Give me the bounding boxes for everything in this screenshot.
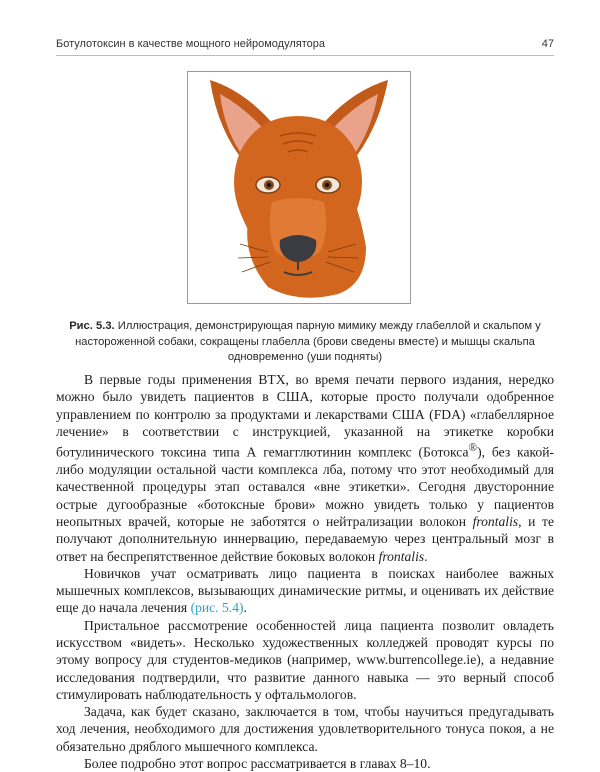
dog-left-pupil-core [267, 183, 271, 187]
body-text [56, 371, 554, 772]
figure-caption [56, 319, 554, 366]
p2-text-b: . [243, 600, 247, 616]
paragraph-1 [56, 371, 554, 565]
p1-text-c: , и те получают дополнительную иннервацию, передаваемую через центральный мозг в ответ на беспрепятственное действие боковых волокон [56, 513, 554, 564]
p1-text-b: ), без какой-либо модуляции остальной части комплекса лба, потому что этот необходимый для качественной процедуры этап оставался «вне этикетки». Сегодня двусторонние острые дугообразные «ботоксные брови» можно увидеть только у пациентов неопытных врачей, которые не заботятся о нейтрализации волокон [56, 444, 554, 529]
p1-text-d: . [424, 548, 428, 564]
page-number: 47 [541, 38, 554, 50]
paragraph-5: Более подробно этот вопрос рассматривается в главах 8–10. [84, 756, 431, 772]
p1-italic-frontalis-1: frontalis [472, 513, 519, 529]
caption-label: Рис. 5.3. [69, 320, 115, 332]
paragraph-3: Пристальное рассмотрение особенностей лица пациента позволит овладеть искусством «видеть». Несколько художественных колледжей проводят курсы по этому вопросу для студентов-медиков (например, www.burrencollege.ie), а недавние исследования подтвердили, что развитие данного навыка — это верный способ стимулировать наблюдательность у офтальмологов. [56, 617, 554, 702]
figure-reference-link[interactable]: (рис. 5.4) [190, 600, 244, 616]
caption-text: Иллюстрация, демонстрирующая парную мимику между глабеллой и скальпом у настороженной собаки, сокращены глабелла (брови сведены вместе) и мышцы скальпа одновременно (уши подняты) [75, 320, 541, 363]
p2-text-a: Новичков учат осматривать лицо пациента в поисках наиболее важных мышечных комплексов, вызывающих динамические ритмы, и оценивать их действие еще до начала лечения [56, 565, 554, 616]
p1-italic-frontalis-2: frontalis [378, 548, 425, 564]
dog-right-pupil-core [325, 183, 329, 187]
paragraph-4: Задача, как будет сказано, заключается в том, чтобы научиться предугадывать ход лечения, необходимого для достижения удовлетворительного тонуса покоя, а не обязательно дряблого мышечного комплекса. [56, 704, 554, 754]
p1-text-a: В первые годы применения BTX, во время печати первого издания, нередко можно было увидеть пациентов в США, которые просто получали одобренное управлением по контролю за продуктами и лекарствами США (FDA) «глабеллярное лечение» в соответствии с инструкцией, указанной на этикетке коробки ботулинического токсина типа А гемагглютинин комплекс (Ботокса [56, 372, 554, 460]
running-title: Ботулотоксин в качестве мощного нейромодулятора [56, 38, 325, 50]
page-header [56, 34, 554, 54]
paragraph-2 [56, 565, 554, 617]
header-divider [56, 55, 554, 56]
dog-face-illustration [188, 72, 410, 303]
registered-mark: ® [468, 442, 478, 455]
figure-frame [187, 71, 411, 304]
